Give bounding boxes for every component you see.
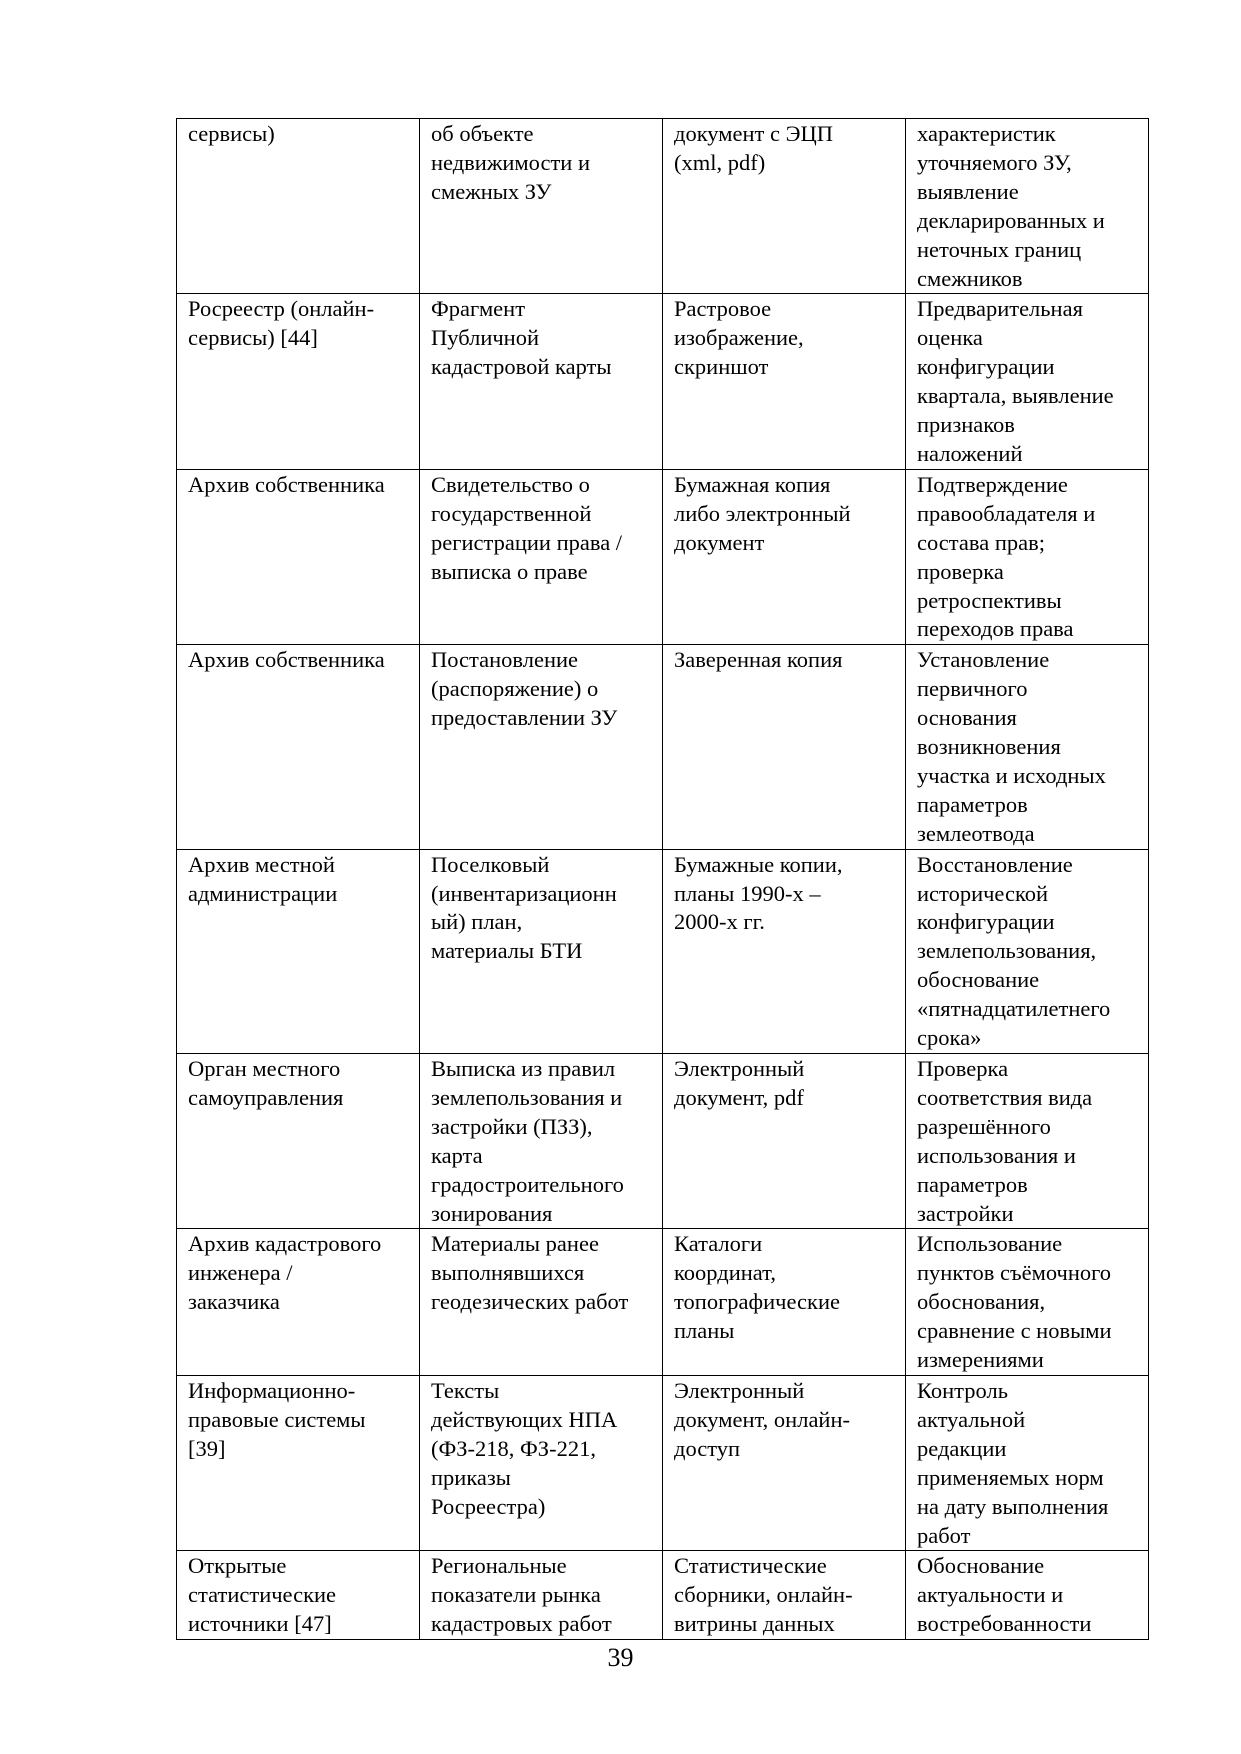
table-cell: Свидетельство о государственной регистрации права / выписка о праве (420, 469, 663, 644)
table-cell: Обоснование актуальности и востребованности (906, 1551, 1149, 1640)
table-cell: Открытые статистические источники [47] (177, 1551, 420, 1640)
table-row (177, 1375, 1149, 1550)
table-cell: Архив собственника (177, 645, 420, 849)
table-cell: об объекте недвижимости и смежных ЗУ (420, 119, 663, 294)
page-number: 39 (607, 1643, 634, 1672)
table-cell: Подтверждение правообладателя и состава прав; проверка ретроспективы переходов права (906, 469, 1149, 644)
table-row (177, 645, 1149, 849)
table-cell: Использование пунктов съёмочного обоснования, сравнение с новыми измерениями (906, 1229, 1149, 1376)
table-cell: Информационно- правовые системы [39] (177, 1375, 420, 1550)
table-row (177, 1229, 1149, 1376)
table-row (177, 119, 1149, 294)
table-cell: Бумажные копии, планы 1990-х – 2000-х гг. (663, 849, 906, 1053)
table-cell: Архив кадастрового инженера / заказчика (177, 1229, 420, 1376)
table-cell: Электронный документ, pdf (663, 1054, 906, 1229)
table-cell: Статистические сборники, онлайн- витрины данных (663, 1551, 906, 1640)
table-cell: Установление первичного основания возникновения участка и исходных параметров землеотвода (906, 645, 1149, 849)
sources-table (176, 118, 1149, 1640)
table-cell: Каталоги координат, топографические планы (663, 1229, 906, 1376)
table-cell: Проверка соответствия вида разрешённого использования и параметров застройки (906, 1054, 1149, 1229)
table-cell: Росреестр (онлайн- сервисы) [44] (177, 294, 420, 469)
table-row (177, 469, 1149, 644)
table-cell: Предварительная оценка конфигурации квартала, выявление признаков наложений (906, 294, 1149, 469)
table-cell: Контроль актуальной редакции применяемых норм на дату выполнения работ (906, 1375, 1149, 1550)
table-cell: Электронный документ, онлайн- доступ (663, 1375, 906, 1550)
table-cell: Тексты действующих НПА (ФЗ-218, ФЗ-221, приказы Росреестра) (420, 1375, 663, 1550)
table-cell: Бумажная копия либо электронный документ (663, 469, 906, 644)
table-cell: Восстановление исторической конфигурации землепользования, обоснование «пятнадцатилетнего срока» (906, 849, 1149, 1053)
table-cell: Постановление (распоряжение) о предоставлении ЗУ (420, 645, 663, 849)
table-cell: сервисы) (177, 119, 420, 294)
table-body (177, 119, 1149, 1640)
table-cell: Архив местной администрации (177, 849, 420, 1053)
table-cell: документ с ЭЦП (xml, pdf) (663, 119, 906, 294)
table-cell: Выписка из правил землепользования и застройки (ПЗЗ), карта градостроительного зонирования (420, 1054, 663, 1229)
table-cell: Заверенная копия (663, 645, 906, 849)
table-cell: Поселковый (инвентаризационн ый) план, материалы БТИ (420, 849, 663, 1053)
table-cell: Растровое изображение, скриншот (663, 294, 906, 469)
table-row (177, 294, 1149, 469)
table-cell: характеристик уточняемого ЗУ, выявление декларированных и неточных границ смежников (906, 119, 1149, 294)
table-row (177, 849, 1149, 1053)
table-cell: Архив собственника (177, 469, 420, 644)
table-row (177, 1551, 1149, 1640)
table-cell: Материалы ранее выполнявшихся геодезических работ (420, 1229, 663, 1376)
table-cell: Орган местного самоуправления (177, 1054, 420, 1229)
table-cell: Региональные показатели рынка кадастровых работ (420, 1551, 663, 1640)
table-cell: Фрагмент Публичной кадастровой карты (420, 294, 663, 469)
table-row (177, 1054, 1149, 1229)
